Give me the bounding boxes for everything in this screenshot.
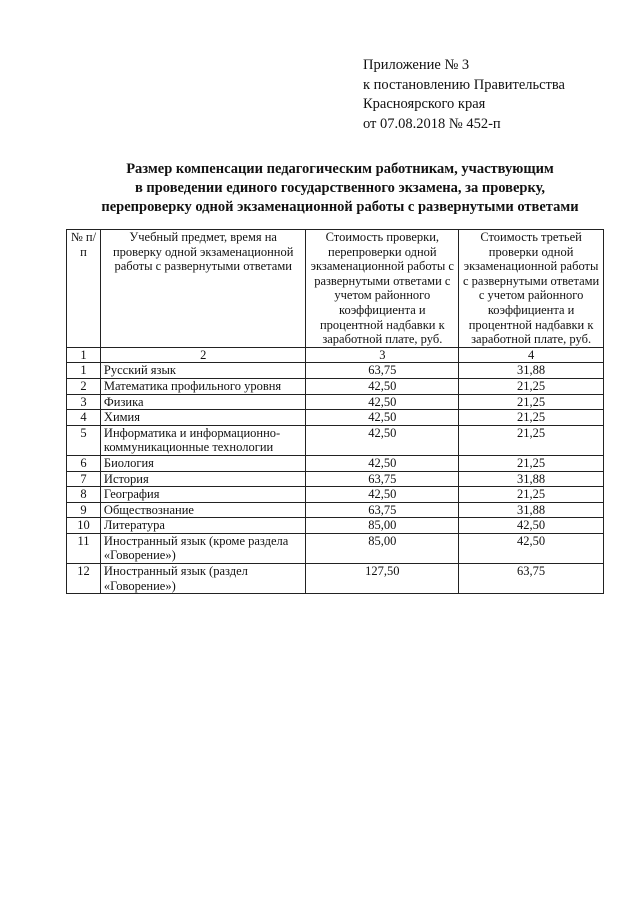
- table-row: [67, 564, 604, 594]
- row-number: 3: [67, 394, 101, 410]
- third-check-cost-cell: 31,88: [459, 363, 604, 379]
- annex-line-2: к постановлению Правительства: [363, 76, 565, 93]
- row-number: 2: [67, 378, 101, 394]
- subject-cell: Физика: [100, 394, 306, 410]
- column-number: 2: [100, 347, 306, 363]
- document-title: [40, 160, 640, 217]
- title-line-2: в проведении единого государственного экзамена, за проверку,: [134, 180, 546, 196]
- column-number: 3: [306, 347, 459, 363]
- table-row: [67, 502, 604, 518]
- check-cost-cell: 63,75: [306, 471, 459, 487]
- annex-line-3: Красноярского края: [363, 96, 486, 112]
- subject-cell: Химия: [100, 410, 306, 426]
- subject-cell: Литература: [100, 518, 306, 534]
- header-check-cost: Стоимость проверки, перепроверки одной экзаменационной работы с развернутыми ответами с учетом районного коэффициента и процентной надбавки к заработной плате, руб.: [306, 230, 459, 348]
- table-row: [67, 425, 604, 455]
- table-row: [67, 518, 604, 534]
- table-row: [67, 378, 604, 394]
- check-cost-cell: 42,50: [306, 378, 459, 394]
- header-third-check-cost: Стоимость третьей проверки одной экзаменационной работы с развернутыми ответами с учетом районного коэффициента и процентной надбавки к заработной плате, руб.: [459, 230, 604, 348]
- subject-cell: Математика профильного уровня: [100, 378, 306, 394]
- third-check-cost-cell: 42,50: [459, 533, 604, 563]
- check-cost-cell: 42,50: [306, 455, 459, 471]
- third-check-cost-cell: 21,25: [459, 394, 604, 410]
- column-number: 1: [67, 347, 101, 363]
- table-row: [67, 533, 604, 563]
- row-number: 12: [67, 564, 101, 594]
- third-check-cost-cell: 42,50: [459, 518, 604, 534]
- subject-cell: География: [100, 487, 306, 503]
- check-cost-cell: 85,00: [306, 518, 459, 534]
- table-row: [67, 410, 604, 426]
- subject-cell: История: [100, 471, 306, 487]
- third-check-cost-cell: 63,75: [459, 564, 604, 594]
- header-subject: Учебный предмет, время на проверку одной экзаменационной работы с развернутыми ответами: [100, 230, 306, 348]
- subject-cell: Русский язык: [100, 363, 306, 379]
- title-line-3: перепроверку одной экзаменационной работы с развернутыми ответами: [101, 199, 579, 215]
- column-number: 4: [459, 347, 604, 363]
- row-number: 9: [67, 502, 101, 518]
- table-row: [67, 363, 604, 379]
- check-cost-cell: 85,00: [306, 533, 459, 563]
- row-number: 7: [67, 471, 101, 487]
- annex-line-1: Приложение № 3: [363, 57, 470, 73]
- third-check-cost-cell: 21,25: [459, 378, 604, 394]
- column-number-row: [67, 347, 604, 363]
- subject-cell: Обществознание: [100, 502, 306, 518]
- table-row: [67, 471, 604, 487]
- table-row: [67, 487, 604, 503]
- third-check-cost-cell: 21,25: [459, 410, 604, 426]
- check-cost-cell: 127,50: [306, 564, 459, 594]
- third-check-cost-cell: 21,25: [459, 425, 604, 455]
- third-check-cost-cell: 21,25: [459, 455, 604, 471]
- annex-line-4: от 07.08.2018 № 452-п: [363, 115, 501, 132]
- row-number: 11: [67, 533, 101, 563]
- table-header-row: [67, 230, 604, 348]
- row-number: 8: [67, 487, 101, 503]
- compensation-table: [66, 229, 604, 594]
- row-number: 4: [67, 410, 101, 426]
- row-number: 10: [67, 518, 101, 534]
- header-number: № п/п: [67, 230, 101, 348]
- check-cost-cell: 63,75: [306, 502, 459, 518]
- third-check-cost-cell: 21,25: [459, 487, 604, 503]
- check-cost-cell: 42,50: [306, 394, 459, 410]
- annex-block: [363, 56, 565, 134]
- subject-cell: Иностранный язык (кроме раздела «Говорение»): [100, 533, 306, 563]
- check-cost-cell: 42,50: [306, 425, 459, 455]
- third-check-cost-cell: 31,88: [459, 502, 604, 518]
- row-number: 1: [67, 363, 101, 379]
- row-number: 5: [67, 425, 101, 455]
- subject-cell: Информатика и информационно-коммуникационные технологии: [100, 425, 306, 455]
- title-line-1: Размер компенсации педагогическим работникам, участвующим: [126, 161, 554, 177]
- check-cost-cell: 63,75: [306, 363, 459, 379]
- third-check-cost-cell: 31,88: [459, 471, 604, 487]
- check-cost-cell: 42,50: [306, 487, 459, 503]
- check-cost-cell: 42,50: [306, 410, 459, 426]
- table-row: [67, 455, 604, 471]
- table-row: [67, 394, 604, 410]
- row-number: 6: [67, 455, 101, 471]
- subject-cell: Иностранный язык (раздел «Говорение»): [100, 564, 306, 594]
- subject-cell: Биология: [100, 455, 306, 471]
